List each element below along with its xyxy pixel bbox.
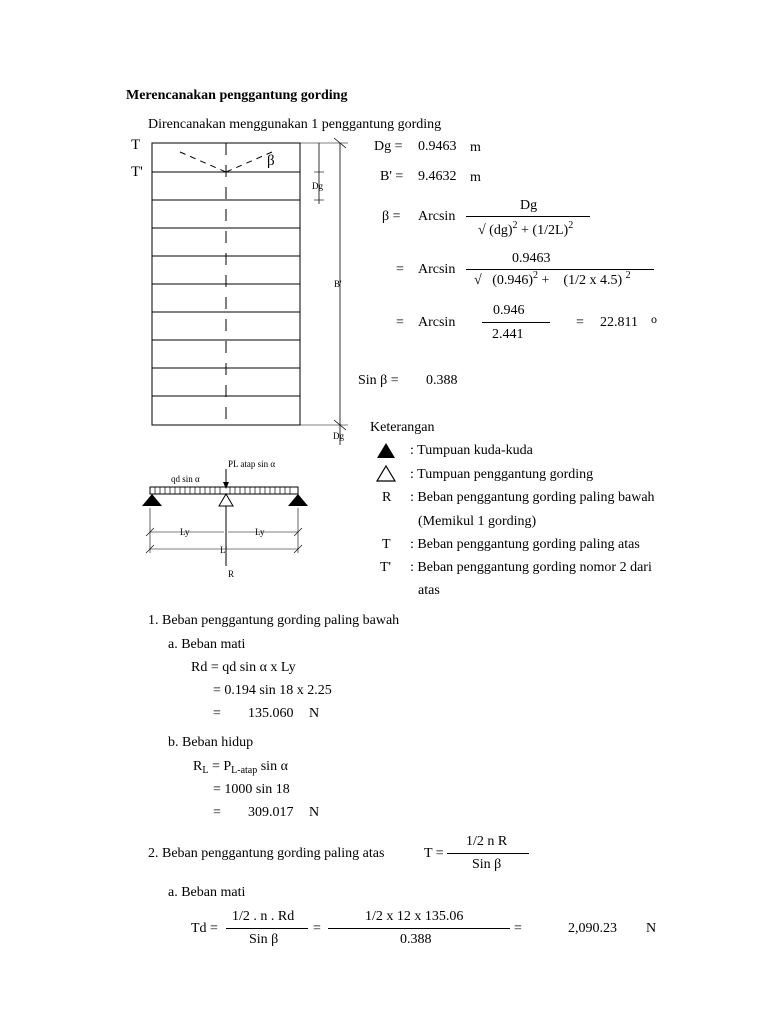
section2-td-value: 2,090.23: [568, 921, 617, 936]
section2-a-heading: a. Beban mati: [168, 885, 246, 900]
calc-degree: o: [651, 312, 657, 326]
calc-f1-num: Dg: [520, 198, 538, 213]
calc-f2-num: 0.9463: [512, 251, 551, 266]
calc-bp-value: 9.4632: [418, 169, 457, 184]
support-left: [142, 494, 162, 506]
label-beta: β: [267, 153, 275, 169]
tie-rod-right: [226, 152, 272, 172]
section1-heading: 1. Beban penggantung gording paling bawah: [148, 613, 400, 628]
tie-rod-left: [180, 152, 226, 172]
section1-a-line3-val: 135.060: [248, 706, 294, 721]
section2-heading: 2. Beban penggantung gording paling atas: [148, 846, 385, 861]
section2-td-eq: =: [313, 921, 321, 936]
calc-f1-den: √ $(dg)^2 + (1/2L)^2$: [478, 220, 574, 238]
fraction-line-td: [226, 928, 308, 929]
section2-td-den2: 0.388: [400, 932, 432, 947]
label-qd: qd sin α: [171, 474, 200, 484]
section1-a-line2: = 0.194 sin 18 x 2.25: [213, 683, 332, 698]
beam: [150, 487, 298, 494]
calc-eq-2: =: [396, 262, 404, 277]
calc-bp-label: B' =: [380, 169, 404, 184]
label-dg-top: Dg: [312, 181, 323, 191]
page-title: Merencanakan penggantung gording: [126, 88, 348, 103]
section2-td-den: Sin β: [249, 932, 279, 947]
legend-filled-triangle-icon: [377, 443, 395, 458]
legend-item-5: : Beban penggantung gording nomor 2 dari: [410, 560, 652, 575]
section2-td-label: Td =: [191, 921, 218, 936]
legend-item-3b: (Memikul 1 gording): [418, 514, 537, 529]
label-T: T: [131, 137, 141, 153]
section1-b-line3-val: 309.017: [248, 805, 294, 820]
fraction-line-1: [466, 216, 590, 217]
calc-beta-label: β =: [382, 209, 401, 224]
section2-td-eq2: =: [514, 921, 522, 936]
section1-a-heading: a. Beban mati: [168, 637, 246, 652]
calc-dg-unit: m: [470, 140, 481, 155]
label-ly-left: Ly: [180, 527, 190, 537]
label-pl: PL atap sin α: [228, 459, 276, 469]
calc-sin-label: Sin β =: [358, 373, 399, 388]
label-R: R: [228, 569, 235, 579]
intro-text: Direncanakan menggunakan 1 penggantung gording: [148, 117, 442, 132]
calc-f2-den: √ $(0.946)^2$ + (1/2 x 4.5) $^2$: [474, 270, 631, 288]
label-Tprime: T': [131, 164, 143, 180]
legend-item-5b: atas: [418, 583, 440, 598]
calc-dg-value: 0.9463: [418, 139, 457, 154]
calc-eq-3: =: [396, 315, 404, 330]
legend-sym-R: R: [382, 490, 392, 505]
calc-eq-3b: =: [576, 315, 584, 330]
section1-b-line3-eq: =: [213, 805, 221, 820]
calc-sin-value: 0.388: [426, 373, 458, 388]
legend-sym-Tprime: T': [380, 560, 392, 575]
support-right: [288, 494, 308, 506]
legend-sym-T: T: [382, 537, 391, 552]
label-dg-bottom: Dg: [333, 431, 344, 441]
section2-T-den: Sin β: [472, 857, 502, 872]
legend-item-3: : Beban penggantung gording paling bawah: [410, 490, 655, 505]
calc-arcsin-3: Arcsin: [418, 315, 456, 330]
section2-T-num: 1/2 n R: [466, 834, 508, 849]
legend-item-4: : Beban penggantung gording paling atas: [410, 537, 640, 552]
section1-a-line3-unit: N: [309, 706, 320, 721]
label-ly-right: Ly: [255, 527, 265, 537]
section2-td-num2: 1/2 x 12 x 135.06: [365, 909, 464, 924]
label-L: L': [220, 545, 228, 555]
section1-b-heading: b. Beban hidup: [168, 735, 254, 750]
calc-bp-unit: m: [470, 170, 481, 185]
section1-b-line3-unit: N: [309, 805, 320, 820]
calc-f3-num: 0.946: [493, 303, 525, 318]
fraction-line-3: [482, 322, 550, 323]
section1-a-line3-eq: =: [213, 706, 221, 721]
support-hanger: [219, 494, 233, 506]
calc-dg-label: Dg =: [374, 139, 403, 154]
section1-b-line2: = 1000 sin 18: [213, 782, 290, 797]
section2-T-label: T =: [424, 846, 444, 861]
section2-td-unit: N: [646, 921, 657, 936]
label-bprime: B': [334, 279, 342, 289]
legend-item-1: : Tumpuan kuda-kuda: [410, 443, 533, 458]
section1-b-line1: $R_L = P_{L-atap}$ sin α: [193, 759, 288, 776]
section2-td-num: 1/2 . n . Rd: [232, 909, 295, 924]
calc-arcsin-2: Arcsin: [418, 262, 456, 277]
calc-arcsin-1: Arcsin: [418, 209, 456, 224]
legend-title: Keterangan: [370, 420, 435, 435]
fraction-line-T: [447, 853, 529, 854]
fraction-line-td2: [328, 928, 510, 929]
calc-f3-result: 22.811: [600, 315, 638, 330]
legend-open-triangle-icon: [377, 466, 395, 481]
calc-f3-den: 2.441: [492, 327, 524, 342]
section1-a-line1: Rd = qd sin α x Ly: [191, 660, 296, 675]
legend-item-2: : Tumpuan penggantung gording: [410, 467, 594, 482]
